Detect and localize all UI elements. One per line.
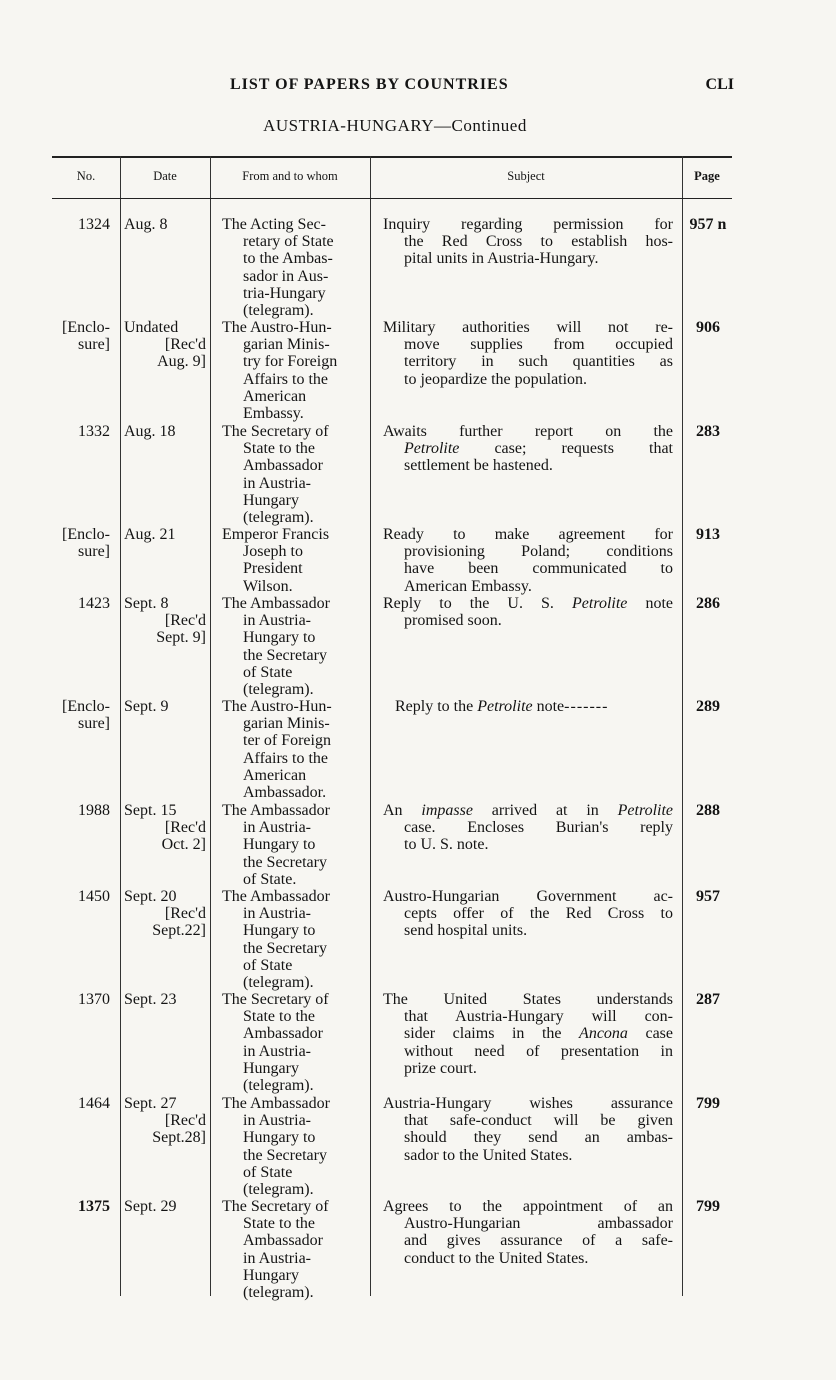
paper-subject: The United States understands that Austria-Hungary will con- sider claims in the Ancona case without need of presentation in prize court.: [383, 991, 673, 1077]
page-reference: 913: [696, 526, 720, 543]
paper-date: Sept. 23: [124, 991, 177, 1008]
paper-subject: Austro-Hungarian Government ac- cepts offer of the Red Cross to send hospital units.: [383, 888, 673, 940]
paper-date: Sept. 15 [Rec'd Oct. 2]: [124, 802, 206, 854]
paper-number: 1988: [78, 802, 110, 819]
paper-number: [Enclo- sure]: [62, 319, 110, 354]
paper-date: Undated [Rec'd Aug. 9]: [124, 319, 206, 371]
page-reference: 287: [696, 991, 720, 1008]
column-divider: [120, 156, 121, 1296]
papers-table: [52, 156, 732, 1302]
header-page: Page: [694, 169, 720, 183]
page-reference: 286: [696, 595, 720, 612]
from-and-to-whom: The Ambassador in Austria- Hungary to the Secretary of State.: [222, 802, 330, 888]
running-title: LIST OF PAPERS BY COUNTRIES: [230, 76, 509, 93]
paper-number: 1464: [78, 1095, 110, 1112]
page-reference: 288: [696, 802, 720, 819]
running-head: [0, 76, 836, 98]
page-reference: 906: [696, 319, 720, 336]
from-and-to-whom: The Austro-Hun- garian Minis- ter of Foreign Affairs to the American Ambassador.: [222, 698, 332, 802]
paper-number: [Enclo- sure]: [62, 698, 110, 733]
page-folio: CLI: [705, 76, 734, 93]
paper-date: Sept. 20 [Rec'd Sept.22]: [124, 888, 206, 940]
from-and-to-whom: The Secretary of State to the Ambassador in Austria- Hungary (telegram).: [222, 423, 329, 527]
paper-number: 1332: [78, 423, 110, 440]
paper-subject: Agrees to the appointment of an Austro-Hungarian ambassador and gives assurance of a safe- conduct to the United States.: [383, 1198, 673, 1267]
column-divider: [682, 156, 683, 1296]
from-and-to-whom: The Secretary of State to the Ambassador in Austria- Hungary (telegram).: [222, 991, 329, 1095]
paper-subject: An impasse arrived at in Petrolite case. Encloses Burian's reply to U. S. note.: [383, 802, 674, 854]
paper-number: 1370: [78, 991, 110, 1008]
from-and-to-whom: Emperor Francis Joseph to President Wilson.: [222, 526, 330, 595]
page-reference: 799: [696, 1095, 720, 1112]
from-and-to-whom: The Ambassador in Austria- Hungary to the Secretary of State (telegram).: [222, 888, 330, 992]
header-no: No.: [76, 169, 96, 183]
leader-dots: -------: [564, 698, 609, 715]
from-and-to-whom: The Secretary of State to the Ambassador in Austria- Hungary (telegram).: [222, 1198, 329, 1302]
paper-date: Aug. 18: [124, 423, 176, 440]
paper-date: Aug. 21: [124, 526, 176, 543]
header-rule: [52, 198, 732, 199]
paper-number: 1450: [78, 888, 110, 905]
column-divider: [370, 156, 371, 1296]
column-divider: [210, 156, 211, 1296]
paper-subject: Austria-Hungary wishes assurance that safe-conduct will be given should they send an ambas- sador to the United States.: [383, 1095, 673, 1164]
paper-number: 1375: [78, 1198, 110, 1215]
paper-date: Sept. 27 [Rec'd Sept.28]: [124, 1095, 206, 1147]
section-title: AUSTRIA-HUNGARY—Continued: [263, 116, 527, 135]
from-and-to-whom: The Austro-Hun- garian Minis- try for Foreign Affairs to the American Embassy.: [222, 319, 338, 423]
header-date: Date: [153, 169, 177, 183]
page-reference: 289: [696, 698, 720, 715]
paper-number: 1423: [78, 595, 110, 612]
paper-subject: Awaits further report on the Petrolite case; requests that settlement be hastened.: [383, 423, 673, 475]
page-reference: 283: [696, 423, 720, 440]
paper-subject: Inquiry regarding permission for the Red Cross to establish hos- pital units in Austria-Hungary.: [383, 216, 673, 268]
paper-subject: Ready to make agreement for provisioning Poland; conditions have been communicated to American Embassy.: [383, 526, 673, 595]
paper-date: Aug. 8: [124, 216, 168, 233]
page-reference: 957 n: [689, 216, 727, 233]
paper-subject: Reply to the U. S. Petrolite note promised soon.: [383, 595, 674, 630]
paper-subject: Reply to the Petrolite note-------: [395, 698, 609, 715]
from-and-to-whom: The Ambassador in Austria- Hungary to the Secretary of State (telegram).: [222, 1095, 330, 1199]
from-and-to-whom: The Acting Sec- retary of State to the Ambas- sador in Aus- tria-Hungary (telegram).: [222, 216, 334, 320]
header-subject: Subject: [507, 169, 545, 183]
paper-date: Sept. 9: [124, 698, 169, 715]
from-and-to-whom: The Ambassador in Austria- Hungary to the Secretary of State (telegram).: [222, 595, 330, 699]
header-from: From and to whom: [242, 169, 338, 183]
paper-date: Sept. 8 [Rec'd Sept. 9]: [124, 595, 206, 647]
paper-number: [Enclo- sure]: [62, 526, 110, 561]
page-reference: 957: [696, 888, 720, 905]
paper-subject: Military authorities will not re- move supplies from occupied territory in such quantities as to jeopardize the population.: [383, 319, 673, 388]
page-reference: 799: [696, 1198, 720, 1215]
paper-number: 1324: [78, 216, 110, 233]
paper-date: Sept. 29: [124, 1198, 177, 1215]
table-top-rule: [52, 156, 732, 158]
